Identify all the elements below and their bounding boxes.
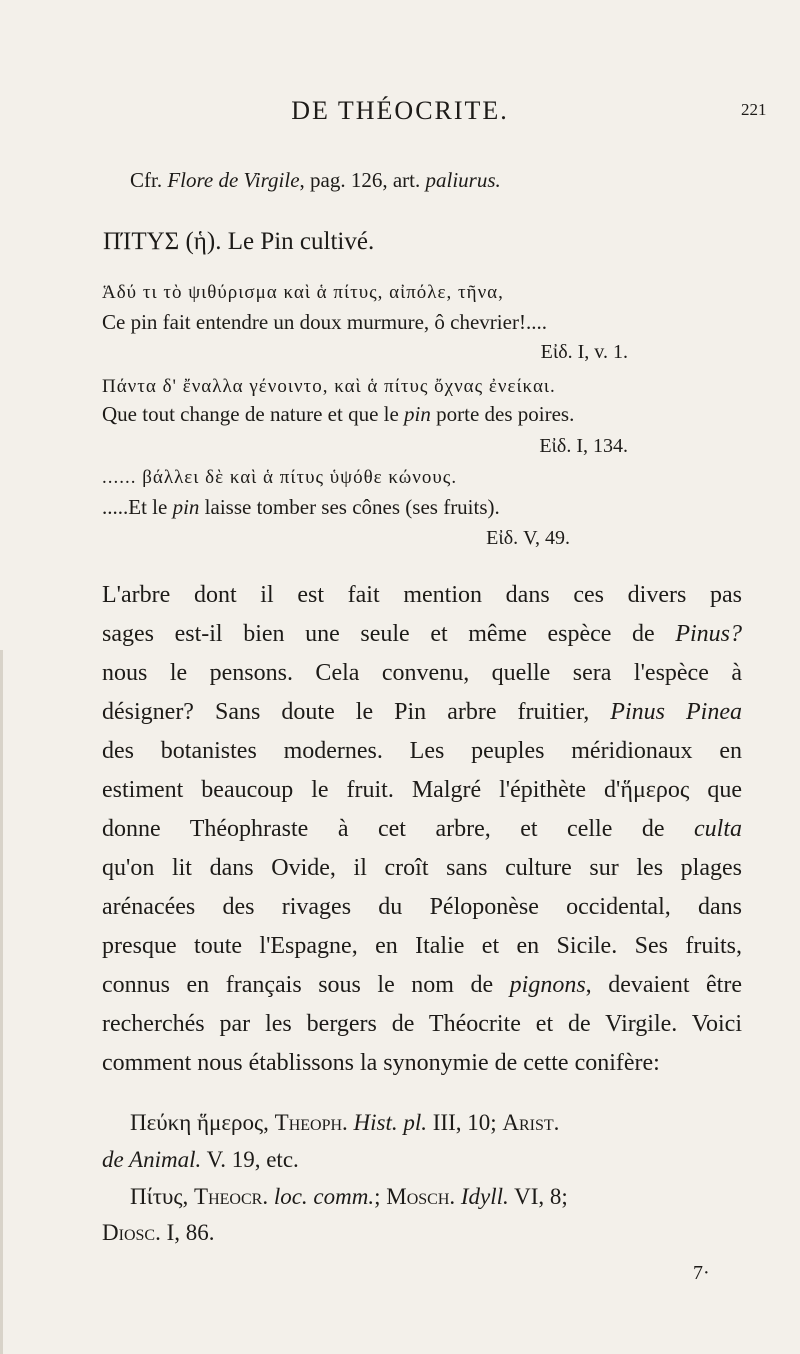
quote-2-ref: Εἰδ. I, 134. [539, 435, 628, 457]
synonymy-line: Diosc. I, 86. [102, 1220, 215, 1245]
running-head-title: DE THÉOCRITE. [291, 96, 509, 125]
paragraph-line: connus en français sous le nom de pignons, devaient être [102, 972, 742, 998]
paragraph-line: L'arbre dont il est fait mention dans ces divers pas [102, 582, 742, 608]
paragraph-line: des botanistes modernes. Les peuples méridionaux en [102, 738, 742, 764]
quote-1-ref: Εἰδ. I, v. 1. [540, 341, 628, 363]
paragraph-line: qu'on lit dans Ovide, il croît sans culture sur les plages [102, 855, 742, 881]
page-number: 221 [741, 100, 767, 119]
quote-3-ref: Εἰδ. V, 49. [486, 527, 570, 549]
signature-mark: 7· [693, 1262, 710, 1284]
paragraph-line: sages est-il bien une seule et même espèce de Pinus? [102, 621, 742, 647]
paragraph-line: comment nous établissons la synonymie de cette conifère: [102, 1050, 660, 1076]
quote-1-greek: Ἁδύ τι τὸ ψιθύρισμα καὶ ἁ πίτυς, αἰπόλε, τῆνα, [102, 282, 504, 303]
quote-2-french: Que tout change de nature et que le pin porte des poires. [102, 402, 575, 426]
quote-3-french: .....Et le pin laisse tomber ses cônes (ses fruits). [102, 495, 500, 519]
synonymy-line: Πίτυς, Theocr. loc. comm.; Mosch. Idyll. VI, 8; [130, 1184, 568, 1209]
paragraph-line: recherchés par les bergers de Théocrite et de Virgile. Voici [102, 1011, 742, 1037]
paragraph-line: presque toute l'Espagne, en Italie et en Sicile. Ses fruits, [102, 933, 742, 959]
paragraph-line: désigner? Sans doute le Pin arbre fruitier, Pinus Pinea [102, 699, 742, 725]
paragraph-line: estiment beaucoup le fruit. Malgré l'épithète d'ἥμερος que [102, 777, 743, 803]
paragraph-line: donne Théophraste à cet arbre, et celle de culta [102, 816, 742, 842]
synonymy-line: de Animal. V. 19, etc. [102, 1147, 299, 1172]
paragraph-line: arénacées des rivages du Péloponèse occidental, dans [102, 894, 742, 920]
quote-1-french: Ce pin fait entendre un doux murmure, ô chevrier!.... [102, 310, 547, 334]
entry-heading: ΠΊΤΥΣ (ἡ). Le Pin cultivé. [103, 228, 375, 255]
quote-2-greek: Πάντα δ' ἔναλλα γένοιντο, καὶ ἁ πίτυς ὄχνας ἐνείκαι. [102, 376, 556, 397]
quote-3-greek: ...... βάλλει δὲ καὶ ἁ πίτυς ὑψόθε κώνους. [102, 467, 458, 488]
synonymy-line: Πεύκη ἥμερος, Theoph. Hist. pl. III, 10; Arist. [130, 1110, 560, 1135]
reference-line: Cfr. Flore de Virgile, pag. 126, art. paliurus. [130, 168, 501, 192]
paragraph-line: nous le pensons. Cela convenu, quelle sera l'espèce à [102, 660, 742, 686]
page-edge [0, 650, 3, 1354]
